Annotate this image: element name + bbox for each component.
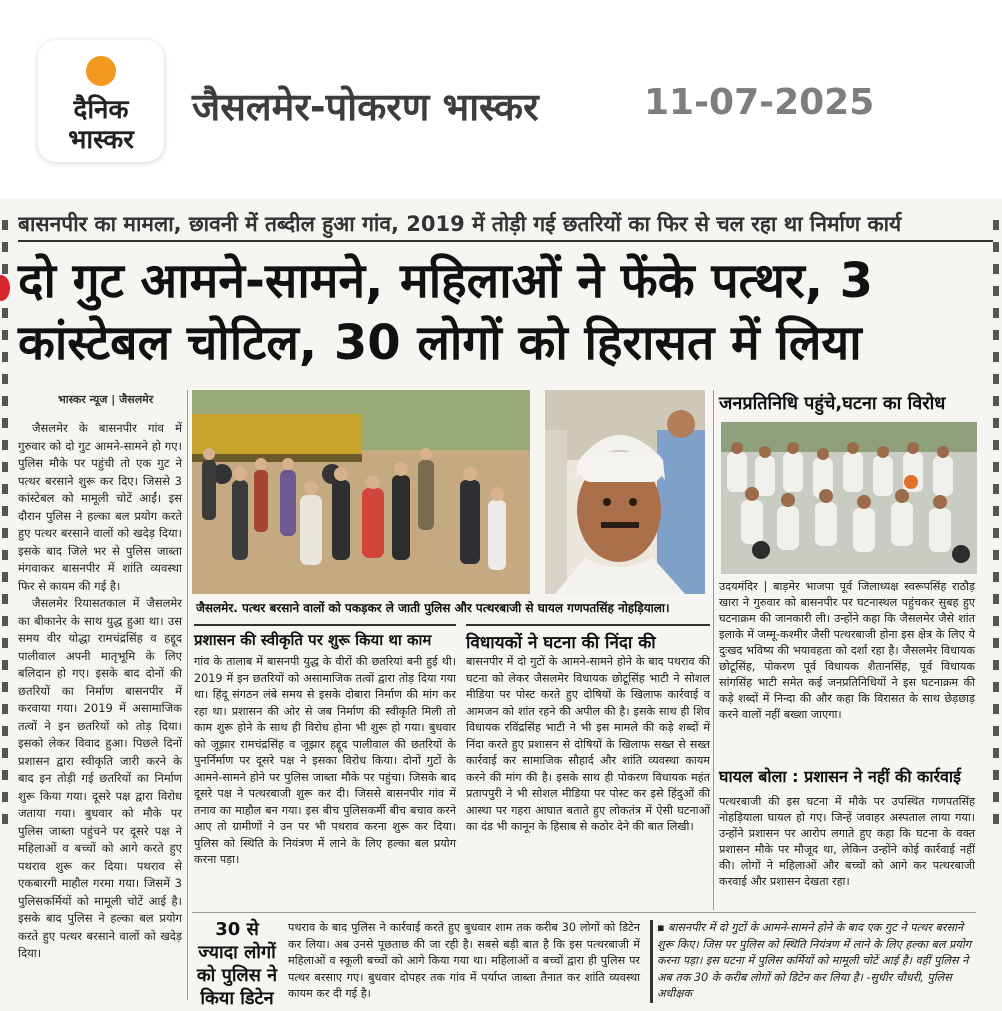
dainik-bhaskar-logo[interactable] [38, 40, 164, 162]
right-heading: जनप्रतिनिधि पहुंचे,घटना का विरोध [719, 393, 946, 414]
section-b-heading: विधायकों ने घटना की निंदा की [466, 624, 710, 653]
logo-text-line1: दैनिक [73, 95, 129, 125]
paragraph: जैसलमेर रियासतकाल में जैसलमेर का बीकानेर के साथ युद्ध हुआ था। उस समय वीर योद्धा रामचंद्रसिंह व हद्दूद पालीवाल अपनी मातृभूमि के लिए बलिदान हो गए। इसके बाद दोनों की छतरियों का निर्माण बासनपीर में करवाया गया। 2019 में असामाजिक तत्वों ने इन छतरियों को तोड़ दिया। इसको लेकर विवाद हुआ। पिछले दिनों प्रशासन द्वारा स्वीकृति जारी करने के बाद इन तोड़ी गई छतरियों का निर्माण शुरू किया गया। दूसरे पक्ष द्वारा विरोध जताया गया। बुधवार को मौके पर पुलिस जाब्ता पहुंचने पर दूसरे पक्ष ने महिलाओं व बच्चों को आगे करते हुए पथराव शुरू कर दिया। पथराव से एकबारगी माहौल गरमा गया। जिसमें 3 पुलिसकर्मियों को मामूली चोटें आई है। इसके बाद पुलिस ने हल्का बल प्रयोग करते हुए पत्थर बरसाने वालों को खदेड़ दिया। [18, 596, 182, 960]
logo-text-line2: भास्कर [68, 125, 134, 155]
photo-injured-man [545, 390, 705, 594]
right-heading-2: घायल बोला : प्रशासन ने नहीं की कार्रवाई [719, 767, 961, 786]
newspaper-clipping [0, 198, 1002, 1011]
right-column-text-2: पत्थरबाजी की इस घटना में मौके पर उपस्थित गणपतसिंह नोहड़ियाला घायल हो गए। जिन्हें जवाहर अस्पताल लाया गया। उन्होंने प्रशासन पर आरोप लगाते हुए कहा कि घटना के वक्त प्रशासन मौके पर मौजूद था, लेकिन उन्होंने कोई कार्रवाई नहीं की। लोगों ने महिलाओं और बच्चों को आगे कर पत्थरबाजी करवाई और प्रशासन देखता रहा। [719, 795, 975, 888]
side-heading: 30 से ज्यादा लोगों को पुलिस ने किया डिटेन [196, 919, 278, 1009]
byline: भास्कर न्यूज | जैसलमेर [58, 393, 154, 406]
paragraph: उदयमंदिर | बाड़मेर भाजपा पूर्व जिलाध्यक्ष स्वरूपसिंह राठौड़ खारा ने गुरुवार को बासनपीर पर घटनास्थल पहुंचकर सुबह हुए घटनाक्रम की जानकारी ली। उन्होंने कहा कि जैसलमेर जैसे शांत इलाके में जम्मू-कश्मीर जैसी पत्थरबाजी होना इस क्षेत्र के लिए ये दुःखद भविष्य की भयावहता को दर्शा रहा है। जैसलमेर विधायक छोटूसिंह, पोकरण पूर्व विधायक शैतानसिंह, पूर्व विधायक सांगसिंह भाटी समेत कई जनप्रतिनिधियों ने इस घटनाक्रम की कड़े शब्दों में निन्दा की और कहा कि विरासत के साथ छेड़छाड़ करने वालों नहीं बख्शा जाएगा। [719, 580, 975, 721]
article-kicker: बासनपीर का मामला, छावनी में तब्दील हुआ गांव, 2019 में तोड़ी गई छतरियों का फिर से चल रहा था निर्माण कार्य [18, 210, 993, 242]
article-headline: दो गुट आमने-सामने, महिलाओं ने फेंके पत्थर, 3 कांस्टेबल चोटिल, 30 लोगों को हिरासत में लिया [18, 253, 874, 371]
section-divider [192, 912, 976, 913]
section-a-text: गांव के तालाब में बासनपी युद्ध के वीरों की छतरियां बनी हुई थी। 2019 में इन छतरियों को असामाजिक तत्वों द्वारा तोड़ दिया गया था। हिंदू संगठन लंबे समय से इसके दोबारा निर्माण की मांग कर रहा था। प्रशासन की ओर से जब निर्माण की स्वीकृति मिली तो काम शुरू होने के साथ ही विरोध होना भी शुरू हो गया। बुधवार को जूझार रामचंद्रसिंह व जूझार हद्दूद पालीवाल की छतरियों के पुनर्निर्माण पर दूसरे पक्ष ने इसका विरोध किया। दोनों गुटों के आमने-सामने होने पर पुलिस जाब्ता मौके पर पहुंचा। जिसके बाद दूसरे पक्ष ने पत्थरबाजी शुरू कर दी। जिससे बासनपीर गांव में तनाव का माहौल बन गया। इस बीच पुलिसकर्मी बीच बचाव करने आए तो ग्रामीणों ने उन पर भी पथराव करना शुरू कर दिया। पुलिस को स्थिति के नियंत्रण में लाने के लिए हल्का बल प्रयोग करना पड़ा। [194, 655, 456, 866]
right-column-text [719, 579, 975, 723]
bottom-text: पथराव के बाद पुलिस ने कार्रवाई करते हुए बुधवार शाम तक करीब 30 लोगों को डिटेन कर लिया। अब उनसे पूछताछ की जा रही है। सबसे बड़ी बात है कि इस पत्थरबाजी में महिलाओं व स्कूली बच्चों को आगे किया गया था। महिलाओं व बच्चों द्वारा ही पुलिस पर पत्थर बरसाए गए। बुधवार दोपहर तक गांव में पर्याप्त जाब्ता तैनात कर शांति व्यवस्था कायम कर दी गई है। [288, 921, 640, 1000]
photo-caption: जैसलमेर. पत्थर बरसाने वालों को पकड़कर ले जाती पुलिस और पत्थरबाजी से घायल गणपतसिंह नोहड़ियाला। [196, 601, 670, 615]
column-divider [187, 390, 188, 1000]
sun-icon [86, 56, 116, 86]
police-quote: ▪ बासनपीर में दो गुटों के आमने-सामने होने के बाद एक गुट ने पत्थर बरसाने शुरू किए। जिस पर पुलिस को स्थिति नियंत्रण में लाने के लिए हल्का बल प्रयोग करना पड़ा। इस घटना में पुलिस कर्मियों को मामूली चोटें आई है। वहीं पुलिस ने अब तक 30 के करीब लोगों को डिटेन कर लिया है। -सुधीर चौधरी, पुलिस अधीक्षक [650, 920, 982, 1003]
photo-police-arrest [192, 390, 530, 594]
app-header [0, 0, 1002, 200]
edition-title: जैसलमेर-पोकरण भास्कर [192, 85, 539, 129]
article-column-1 [18, 420, 182, 963]
photo-gathering [721, 422, 977, 574]
adjacent-column-left [0, 208, 12, 1008]
section-b-text: बासनपीर में दो गुटों के आमने-सामने होने के बाद पथराव की घटना को लेकर जैसलमेर विधायक छोटूसिंह भाटी ने सोशल मीडिया पर पोस्ट करते हुए दोषियों के खिलाफ कार्रवाई व आमजन को शांत रहने की अपील की है। इसके साथ ही शिव विधायक रविंद्रसिंह भाटी ने भी इस मामले की कड़े शब्दों में निंदा करते हुए प्रशासन से दोषियों के खिलाफ सख्त से सख्त कार्रवाई कर सामाजिक सौहार्द और शांति व्यवस्था कायम करने की मांग की है। इसके साथ ही पोकरण विधायक महंत प्रतापपुरी ने भी सोशल मीडिया पर पोस्ट कर इसे हिंदुओं की आस्था पर गहरा आघात बताते हुए लोकतंत्र में ऐसी घटनाओं का दंड भी कानून के हिसाब से कठोर देने की बात लिखी। [466, 655, 710, 833]
section-a-heading: प्रशासन की स्वीकृति पर शुरू किया था काम [194, 624, 456, 650]
edition-date: 11-07-2025 [644, 82, 875, 123]
column-divider [713, 390, 714, 910]
paragraph: जैसलमेर के बासनपीर गांव में गुरुवार को दो गुट आमने-सामने हो गए। पुलिस मौके पर पहुंची तो एक गुट ने पत्थर बरसाने शुरू कर दिए। जिससे 3 कांस्टेबल को मामूली चोटें आईं। इस दौरान पुलिस ने हल्का बल प्रयोग करते हुए पत्थर बरसाने वालों को खदेड़ दिया। इसके बाद जिले भर से पुलिस जाब्ता मंगवाकर बासनपीर में शांति व्यवस्था फिर से कायम की गई है। [18, 421, 182, 593]
